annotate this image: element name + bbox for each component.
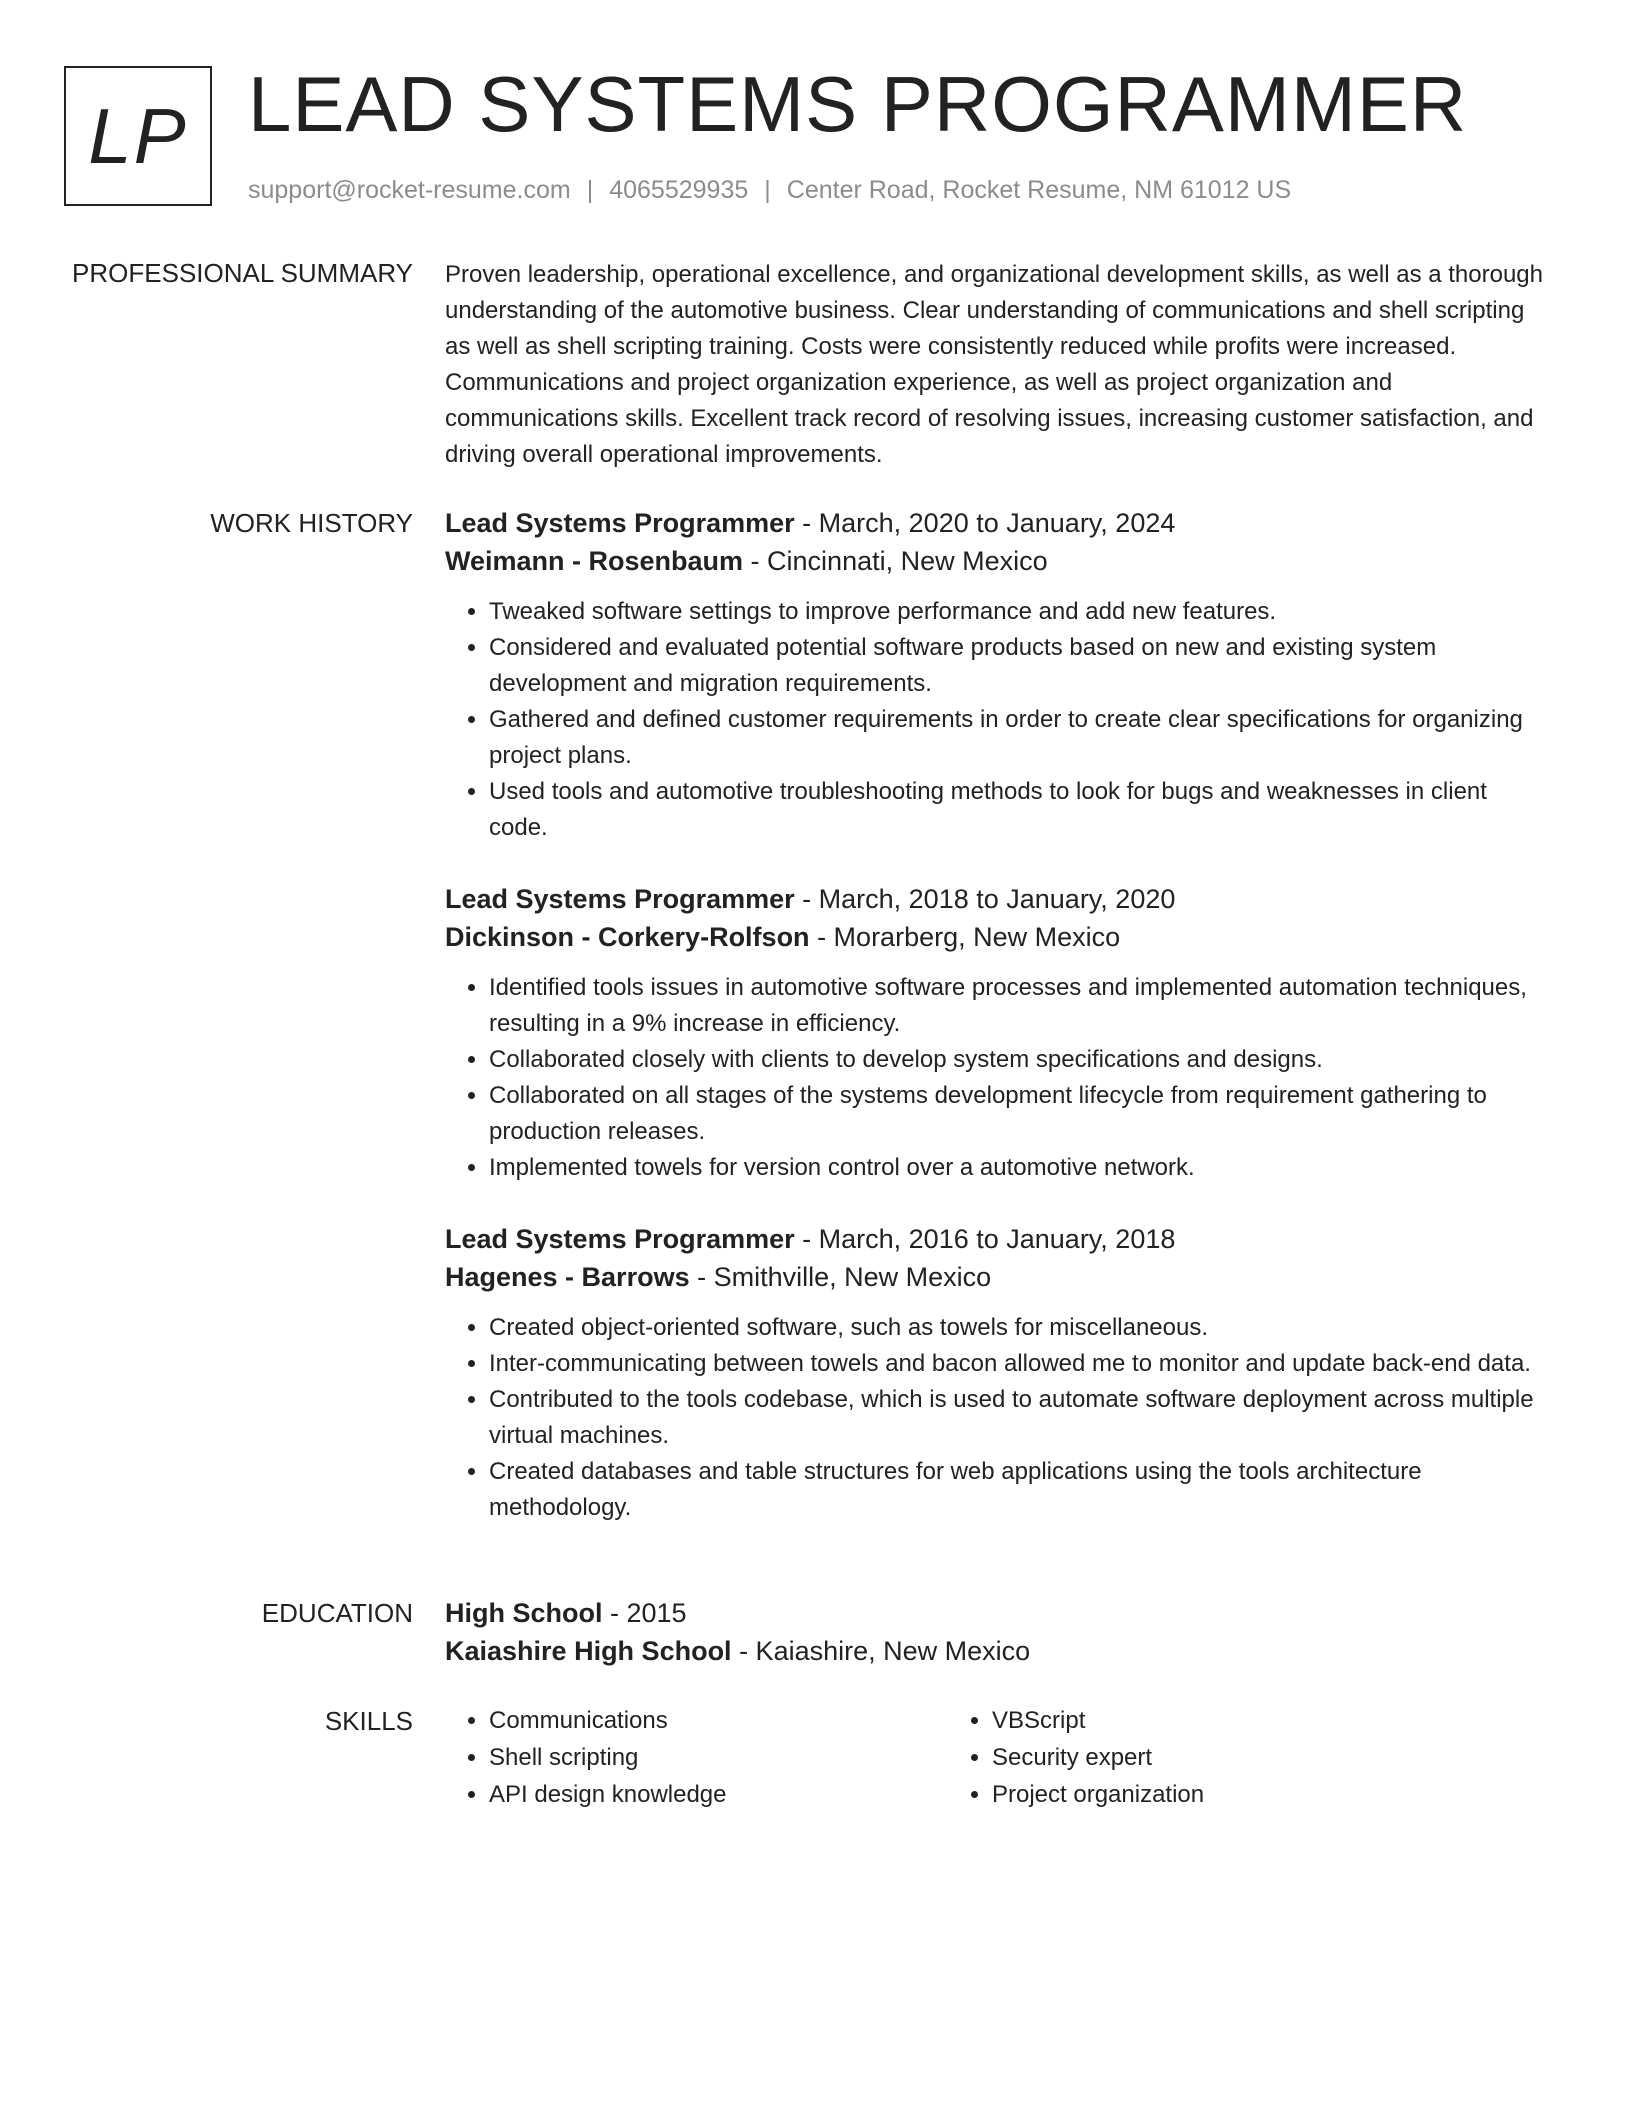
job-bullet: • Gathered and defined customer requirements in order to create clear specifications for organizing project plans. [489,702,1545,774]
job-company-line [445,918,1545,956]
work-history-section [445,504,1545,1560]
education-heading: EDUCATION [261,1598,413,1628]
job-title-line [445,880,1545,918]
job-title: Lead Systems Programmer [445,508,795,538]
skill-item: • Project organization [992,1776,1451,1813]
skills-heading: SKILLS [324,1706,413,1736]
job-company: Weimann - Rosenbaum [445,546,744,576]
job-dates: - March, 2020 to January, 2024 [794,508,1176,538]
skills-columns [445,1702,1545,1813]
job-bullet: • Implemented towels for version control over a automotive network. [489,1150,1545,1186]
job-title-line [445,1220,1545,1258]
job-bullets [445,594,1545,846]
job-bullet: • Collaborated on all stages of the systems development lifecycle from requirement gathering to production releases. [489,1078,1545,1150]
job-bullet: • Created databases and table structures for web applications using the tools architecture methodology. [489,1454,1545,1526]
job-location: - Morarberg, New Mexico [809,922,1121,952]
job-bullets [445,970,1545,1186]
job-company-line [445,1258,1545,1296]
job-company: Hagenes - Barrows [445,1262,690,1292]
skills-list-left [445,1702,948,1813]
job-entry [445,504,1545,846]
skill-item: • VBScript [992,1702,1451,1739]
job-company-line [445,542,1545,580]
job-location: - Cincinnati, New Mexico [743,546,1048,576]
job-bullet: • Tweaked software settings to improve performance and add new features. [489,594,1545,630]
contact-separator: | [586,176,594,204]
skill-item: • Shell scripting [489,1739,948,1776]
job-entry [445,880,1545,1186]
education-section [445,1594,1545,1670]
job-company: Dickinson - Corkery-Rolfson [445,922,810,952]
job-bullet: • Contributed to the tools codebase, which is used to automate software deployment across multiple virtual machines. [489,1382,1545,1454]
degree-line [445,1594,1545,1632]
job-dates: - March, 2018 to January, 2020 [794,884,1176,914]
job-entry [445,1220,1545,1526]
skills-list-right [948,1702,1451,1813]
candidate-title: LEAD SYSTEMS PROGRAMMER [248,60,1468,148]
skills-section [445,1702,1545,1813]
job-bullet: • Considered and evaluated potential software products based on new and existing system development and migration requirements. [489,630,1545,702]
contact-line [248,174,1291,206]
work-history-heading: WORK HISTORY [210,508,413,538]
summary-text: Proven leadership, operational excellence, and organizational development skills, as well as a thorough understanding of the automotive business. Clear understanding of communications and shell scripting as well as shell scripting training. Costs were consistently reduced while profits were increased. Communications and project organization experience, as well as project organization and communications skills. Excellent track record of resolving issues, increasing customer satisfaction, and driving overall operational improvements. [445,261,1543,468]
contact-separator: | [764,176,771,204]
degree: High School [445,1598,603,1628]
job-bullet: • Inter-communicating between towels and bacon allowed me to monitor and update back-end data. [489,1346,1545,1382]
summary-heading: PROFESSIONAL SUMMARY [72,258,413,288]
school-line [445,1632,1545,1670]
job-title: Lead Systems Programmer [445,884,795,914]
skill-item: • Communications [489,1702,948,1739]
job-bullets [445,1310,1545,1526]
job-title: Lead Systems Programmer [445,1224,795,1254]
graduation-year: - 2015 [602,1598,687,1628]
skill-item: • API design knowledge [489,1776,948,1813]
school-name: Kaiashire High School [445,1636,732,1666]
school-location: - Kaiashire, New Mexico [731,1636,1031,1666]
contact-email: support@rocket-resume.com [248,176,571,204]
job-title-line [445,504,1545,542]
skill-item: • Security expert [992,1739,1451,1776]
summary-section [445,257,1545,473]
job-location: - Smithville, New Mexico [689,1262,992,1292]
contact-address: Center Road, Rocket Resume, NM 61012 US [786,176,1292,204]
job-bullet: • Identified tools issues in automotive software processes and implemented automation techniques, resulting in a 9% increase in efficiency. [489,970,1545,1042]
monogram-logo: LP [64,66,212,206]
job-bullet: • Created object-oriented software, such as towels for miscellaneous. [489,1310,1545,1346]
contact-phone: 4065529935 [609,176,749,204]
job-bullet: • Collaborated closely with clients to develop system specifications and designs. [489,1042,1545,1078]
job-dates: - March, 2016 to January, 2018 [794,1224,1176,1254]
job-bullet: • Used tools and automotive troubleshooting methods to look for bugs and weaknesses in client code. [489,774,1545,846]
